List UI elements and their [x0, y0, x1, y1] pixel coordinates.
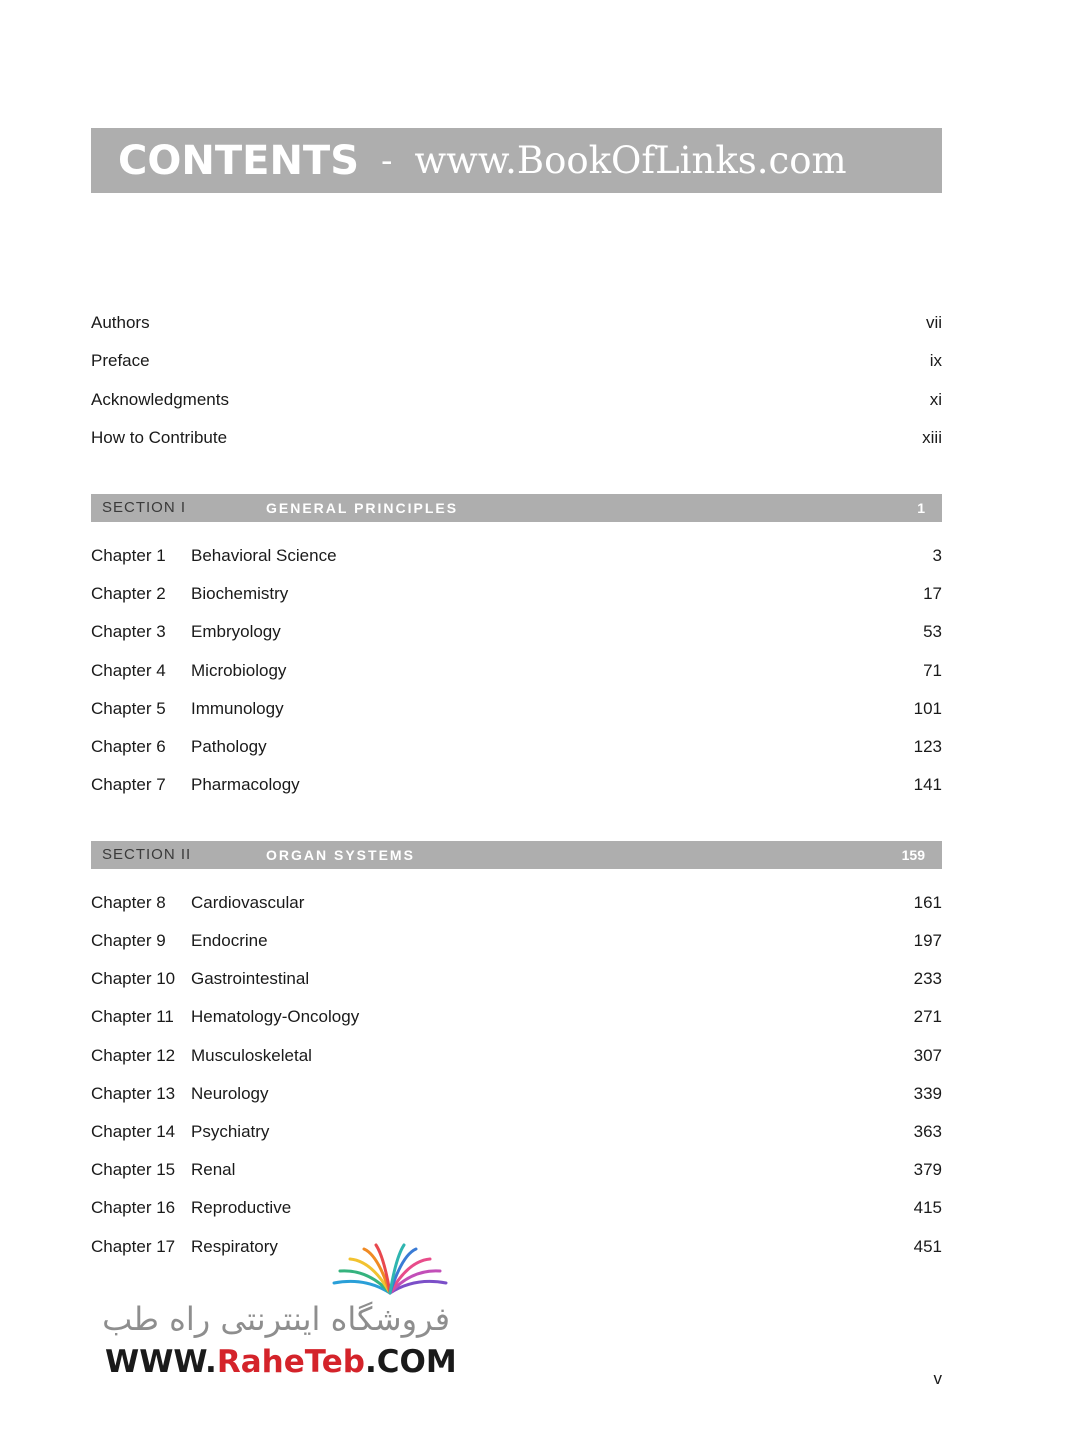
chapter-title: Psychiatry	[191, 1122, 270, 1141]
chapter-title: Biochemistry	[191, 584, 289, 603]
chapter-number: Chapter 16	[91, 1198, 176, 1217]
toc-chapter-2[interactable]	[91, 582, 942, 606]
toc-chapter-12[interactable]	[91, 1044, 942, 1068]
entry-page: xi	[929, 390, 942, 409]
entry-label: Authors	[91, 313, 150, 332]
chapter-number: Chapter 6	[91, 737, 166, 756]
page-number: v	[933, 1369, 942, 1388]
watermark-url-brand: RaheTeb	[216, 1344, 365, 1380]
section-number: SECTION I	[102, 499, 187, 516]
watermark-persian-text: فروشگاه اینترنتی راه طب	[102, 1300, 450, 1338]
chapter-number: Chapter 5	[91, 699, 166, 718]
toc-chapter-1[interactable]	[91, 544, 942, 568]
title-separator: -	[381, 140, 393, 181]
toc-entry-authors[interactable]	[91, 311, 942, 335]
toc-chapter-14[interactable]	[91, 1120, 942, 1144]
chapter-number: Chapter 13	[91, 1084, 176, 1103]
chapter-page: 339	[913, 1084, 942, 1103]
chapter-number: Chapter 2	[91, 584, 166, 603]
chapter-page: 451	[913, 1237, 942, 1256]
chapter-number: Chapter 15	[91, 1160, 176, 1179]
entry-label: Acknowledgments	[91, 390, 229, 409]
chapter-page: 101	[913, 699, 942, 718]
chapter-title: Gastrointestinal	[191, 969, 310, 988]
chapter-page: 363	[913, 1122, 942, 1141]
watermark-url[interactable]	[105, 1344, 457, 1380]
contents-title-bar	[91, 128, 942, 193]
chapter-title: Respiratory	[191, 1237, 278, 1256]
section-title: GENERAL PRINCIPLES	[266, 500, 459, 516]
chapter-page: 379	[913, 1160, 942, 1179]
chapter-page: 71	[923, 661, 942, 680]
toc-entry-how-to-contribute[interactable]	[91, 426, 942, 450]
chapter-number: Chapter 1	[91, 546, 166, 565]
chapter-page: 233	[913, 969, 942, 988]
toc-chapter-3[interactable]	[91, 620, 942, 644]
chapter-title: Microbiology	[191, 661, 287, 680]
chapter-title: Endocrine	[191, 931, 268, 950]
toc-chapter-16[interactable]	[91, 1196, 942, 1220]
toc-chapter-11[interactable]	[91, 1005, 942, 1029]
section-page: 159	[901, 847, 925, 863]
chapter-page: 3	[932, 546, 942, 565]
chapter-page: 415	[913, 1198, 942, 1217]
chapter-title: Reproductive	[191, 1198, 292, 1217]
chapter-page: 17	[923, 584, 942, 603]
chapter-number: Chapter 3	[91, 622, 166, 641]
watermark-url-prefix: WWW.	[105, 1344, 217, 1380]
entry-page: ix	[929, 351, 942, 370]
toc-chapter-5[interactable]	[91, 697, 942, 721]
toc-chapter-15[interactable]	[91, 1158, 942, 1182]
chapter-page: 307	[913, 1046, 942, 1065]
chapter-number: Chapter 14	[91, 1122, 176, 1141]
chapter-title: Cardiovascular	[191, 893, 305, 912]
toc-chapter-10[interactable]	[91, 967, 942, 991]
toc-chapter-13[interactable]	[91, 1082, 942, 1106]
toc-chapter-9[interactable]	[91, 929, 942, 953]
chapter-title: Behavioral Science	[191, 546, 337, 565]
chapter-number: Chapter 7	[91, 775, 166, 794]
toc-entry-acknowledgments[interactable]	[91, 388, 942, 412]
chapter-title: Embryology	[191, 622, 281, 641]
chapter-title: Pathology	[191, 737, 267, 756]
chapter-number: Chapter 9	[91, 931, 166, 950]
chapter-title: Musculoskeletal	[191, 1046, 312, 1065]
chapter-page: 53	[923, 622, 942, 641]
section-page: 1	[917, 500, 925, 516]
chapter-title: Hematology-Oncology	[191, 1007, 360, 1026]
toc-chapter-7[interactable]	[91, 773, 942, 797]
toc-chapter-6[interactable]	[91, 735, 942, 759]
contents-title: CONTENTS	[118, 137, 360, 184]
chapter-number: Chapter 8	[91, 893, 166, 912]
entry-label: How to Contribute	[91, 428, 228, 447]
chapter-number: Chapter 11	[91, 1007, 174, 1026]
chapter-number: Chapter 4	[91, 661, 166, 680]
chapter-number: Chapter 17	[91, 1237, 176, 1256]
watermark-url-suffix: .COM	[364, 1344, 457, 1380]
toc-chapter-8[interactable]	[91, 891, 942, 915]
entry-label: Preface	[91, 351, 150, 370]
chapter-title: Neurology	[191, 1084, 269, 1103]
toc-entry-preface[interactable]	[91, 349, 942, 373]
chapter-title: Renal	[191, 1160, 236, 1179]
chapter-number: Chapter 12	[91, 1046, 176, 1065]
section-number: SECTION II	[102, 846, 192, 863]
open-book-rainbow-icon	[330, 1243, 450, 1301]
chapter-page: 161	[913, 893, 942, 912]
chapter-title: Immunology	[191, 699, 284, 718]
section-header-2[interactable]	[91, 841, 942, 869]
section-header-1[interactable]	[91, 494, 942, 522]
chapter-page: 271	[913, 1007, 942, 1026]
chapter-page: 141	[913, 775, 942, 794]
chapter-number: Chapter 10	[91, 969, 176, 988]
entry-page: xiii	[922, 428, 942, 447]
chapter-page: 123	[913, 737, 942, 756]
toc-chapter-4[interactable]	[91, 659, 942, 683]
toc-chapter-17[interactable]	[91, 1235, 942, 1259]
entry-page: vii	[925, 313, 942, 332]
site-link[interactable]: www.BookOfLinks.com	[414, 139, 847, 182]
chapter-page: 197	[913, 931, 942, 950]
section-title: ORGAN SYSTEMS	[266, 847, 415, 863]
chapter-title: Pharmacology	[191, 775, 300, 794]
